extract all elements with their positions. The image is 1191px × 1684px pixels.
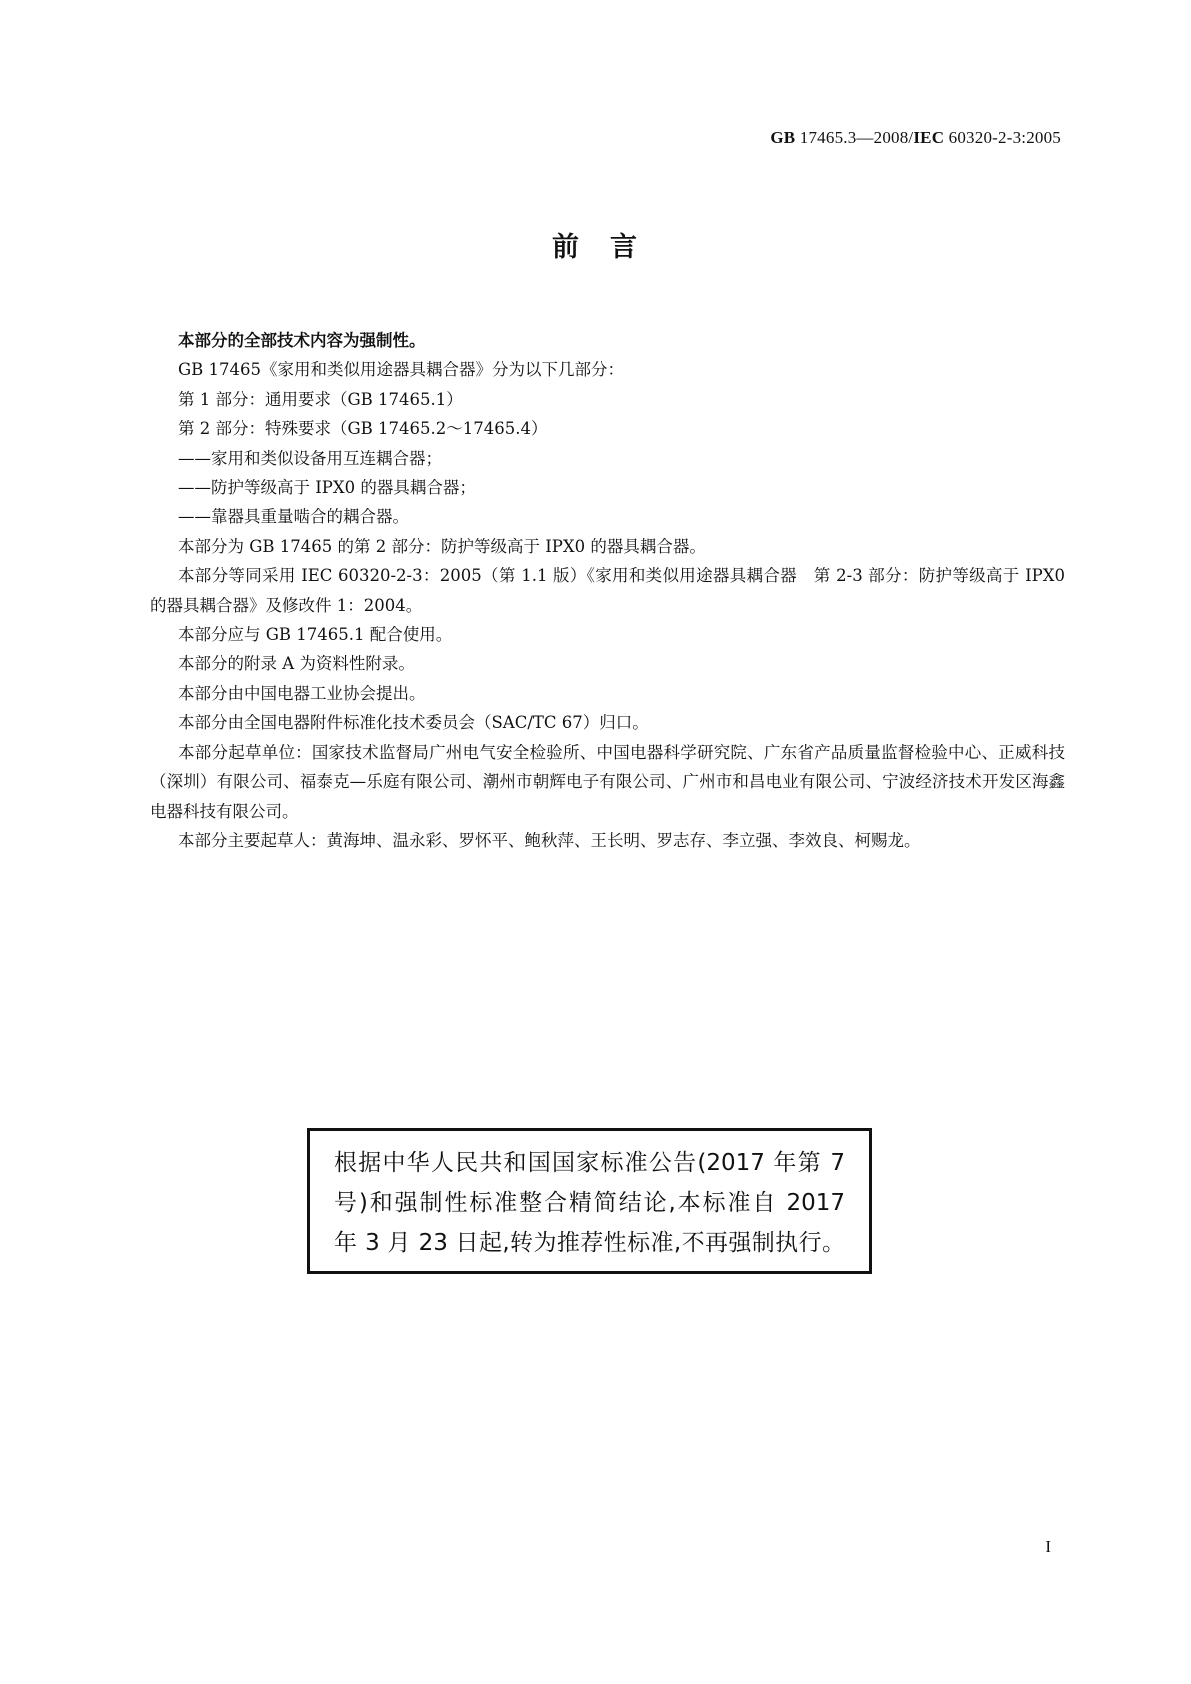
paragraph-adoption: 本部分等同采用 IEC 60320-2-3：2005（第 1.1 版）《家用和类似用途器具耦合器 第 2-3 部分：防护等级高于 IPX0 的器具耦合器》及修改件 1：2004。: [150, 566, 1065, 615]
paragraph-drafters: 本部分主要起草人：黄海坤、温永彩、罗怀平、鲍秋萍、王长明、罗志存、李立强、李效良、柯赐龙。: [178, 830, 921, 850]
foreword-body: [150, 326, 1065, 855]
notice-box: [307, 1128, 872, 1274]
paragraph-series: GB 17465《家用和类似用途器具耦合器》分为以下几部分：: [178, 360, 625, 380]
notice-line: 年 3 月 23 日起,转为推荐性标准,不再强制执行。: [334, 1230, 845, 1256]
page-number: I: [1045, 1537, 1051, 1556]
paragraph-committee: 本部分由全国电器附件标准化技术委员会（SAC/TC 67）归口。: [178, 713, 649, 733]
paragraph-part2: 第 2 部分：特殊要求（GB 17465.2～17465.4）: [178, 419, 548, 439]
list-item: ——防护等级高于 IPX0 的器具耦合器；: [178, 478, 476, 498]
paragraph-scope: 本部分为 GB 17465 的第 2 部分：防护等级高于 IPX0 的器具耦合器。: [178, 536, 706, 556]
paragraph-proposer: 本部分由中国电器工业协会提出。: [178, 683, 426, 703]
paragraph-appendix: 本部分的附录 A 为资料性附录。: [178, 654, 415, 674]
list-item: ——家用和类似设备用互连耦合器；: [178, 448, 442, 468]
standard-code-number: 17465.3—2008/: [795, 128, 914, 147]
paragraph-mandatory: 本部分的全部技术内容为强制性。: [178, 331, 426, 350]
standard-code-prefix: GB: [770, 128, 796, 147]
notice-line: 号)和强制性标准整合精简结论,本标准自 2017: [334, 1190, 845, 1216]
page-title: 前 言: [552, 232, 639, 263]
paragraph-part1: 第 1 部分：通用要求（GB 17465.1）: [178, 389, 463, 409]
list-item: ——靠器具重量啮合的耦合器。: [178, 507, 409, 527]
standard-code-iec-number: 60320-2-3:2005: [944, 128, 1061, 147]
notice-line: 根据中华人民共和国国家标准公告(2017 年第 7: [334, 1150, 845, 1176]
paragraph-drafting-units: 本部分起草单位：国家技术监督局广州电气安全检验所、中国电器科学研究院、广东省产品质量监督检验中心、正威科技（深圳）有限公司、福泰克—乐庭有限公司、潮州市朝辉电子有限公司、广州市和昌电业有限公司、宁波经济技术开发区海鑫电器科技有限公司。: [150, 742, 1065, 821]
paragraph-usage: 本部分应与 GB 17465.1 配合使用。: [178, 625, 453, 645]
standard-code: [770, 128, 1061, 148]
standard-code-iec: IEC: [913, 128, 945, 147]
